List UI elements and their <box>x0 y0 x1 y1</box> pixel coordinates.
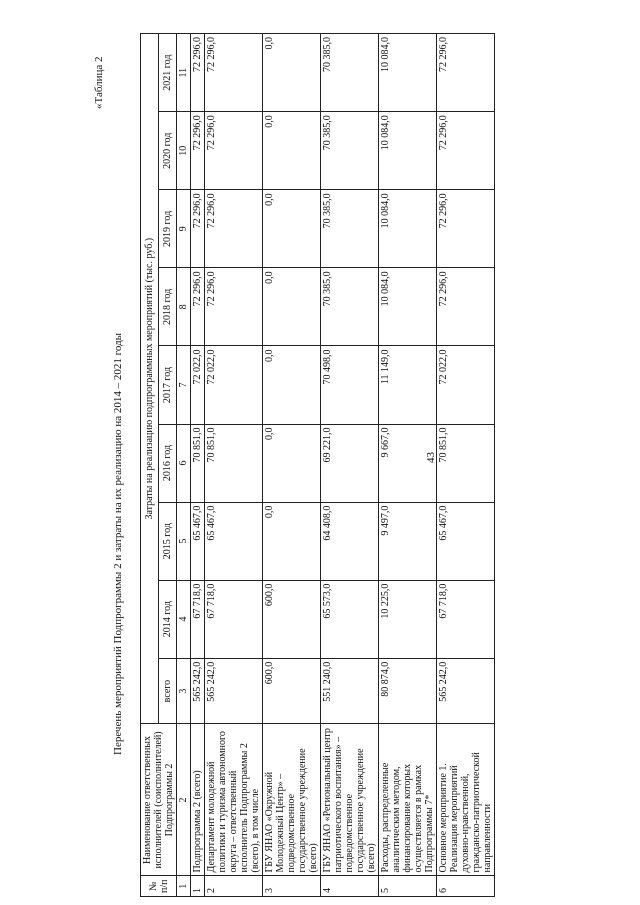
column-index: 7 <box>177 346 191 424</box>
header-year: 2016 год <box>159 424 177 502</box>
page-number: 43 <box>425 452 437 463</box>
cell-2017: 72 022,0 <box>205 346 263 424</box>
row-name: Департамент молодежной политики и туризма автономного округа – ответственный исполнитель Подпрограммы 2 (всего), в том числе <box>205 724 263 876</box>
column-index: 6 <box>177 424 191 502</box>
cell-total: 600,0 <box>263 658 321 724</box>
cell-2019: 70 385,0 <box>321 190 379 268</box>
cell-2021: 10 084,0 <box>379 34 437 112</box>
cell-2020: 72 296,0 <box>205 112 263 190</box>
cell-2016: 9 667,0 <box>379 424 437 502</box>
cell-2018: 70 385,0 <box>321 268 379 346</box>
header-year: 2020 год <box>159 112 177 190</box>
header-costs: Затраты на реализацию подпрограммных мероприятий (тыс. руб.) <box>141 34 159 724</box>
column-index: 4 <box>177 580 191 658</box>
cell-2021: 72 296,0 <box>205 34 263 112</box>
cell-2015: 65 467,0 <box>191 502 205 580</box>
header-year: 2015 год <box>159 502 177 580</box>
cell-2015: 65 467,0 <box>205 502 263 580</box>
column-index: 11 <box>177 34 191 112</box>
cell-2019: 72 296,0 <box>191 190 205 268</box>
cell-2020: 0,0 <box>263 112 321 190</box>
row-num: 3 <box>263 876 321 897</box>
cell-2014: 10 225,0 <box>379 580 437 658</box>
cell-2016: 0,0 <box>263 424 321 502</box>
cell-2015: 65 467,0 <box>437 502 495 580</box>
cell-total: 551 240,0 <box>321 658 379 724</box>
column-index: 10 <box>177 112 191 190</box>
cell-2019: 72 296,0 <box>437 190 495 268</box>
cell-2014: 67 718,0 <box>191 580 205 658</box>
row-name: Расходы, распределенные аналитическим методом, финансирование которых осуществляется в рамках Подпрограммы 7* <box>379 724 437 876</box>
cell-2014: 67 718,0 <box>205 580 263 658</box>
cell-2021: 0,0 <box>263 34 321 112</box>
cell-2014: 65 573,0 <box>321 580 379 658</box>
table-row <box>321 34 379 897</box>
table-row <box>437 34 495 897</box>
header-year: 2019 год <box>159 190 177 268</box>
row-name: Подпрограмма 2 (всего) <box>191 724 205 876</box>
column-index: 5 <box>177 502 191 580</box>
cell-2019: 0,0 <box>263 190 321 268</box>
column-index: 2 <box>177 724 191 876</box>
header-year: 2017 год <box>159 346 177 424</box>
cell-2017: 70 498,0 <box>321 346 379 424</box>
header-total: всего <box>159 658 177 724</box>
cell-2020: 10 084,0 <box>379 112 437 190</box>
column-index: 3 <box>177 658 191 724</box>
cell-2016: 70 851,0 <box>191 424 205 502</box>
cell-2017: 11 149,0 <box>379 346 437 424</box>
cell-2020: 72 296,0 <box>191 112 205 190</box>
row-num: 6 <box>437 876 495 897</box>
cell-2015: 9 497,0 <box>379 502 437 580</box>
cell-2016: 69 221,0 <box>321 424 379 502</box>
cell-total: 565 242,0 <box>205 658 263 724</box>
cell-2015: 64 408,0 <box>321 502 379 580</box>
page-title: Перечень мероприятий Подпрограммы 2 и затраты на их реализацию на 2014 – 2021 годы <box>112 332 124 755</box>
cell-2015: 0,0 <box>263 502 321 580</box>
column-index: 9 <box>177 190 191 268</box>
cell-total: 565 242,0 <box>437 658 495 724</box>
cell-2020: 72 296,0 <box>437 112 495 190</box>
cell-2014: 67 718,0 <box>437 580 495 658</box>
cell-2020: 70 385,0 <box>321 112 379 190</box>
cell-2019: 10 084,0 <box>379 190 437 268</box>
row-num: 5 <box>379 876 437 897</box>
cell-2021: 70 385,0 <box>321 34 379 112</box>
header-year: 2018 год <box>159 268 177 346</box>
row-num: 1 <box>191 876 205 897</box>
cell-2016: 70 851,0 <box>437 424 495 502</box>
cell-2021: 72 296,0 <box>437 34 495 112</box>
header-year: 2014 год <box>159 580 177 658</box>
header-num: № п/п <box>141 876 177 897</box>
header-name: Наименование ответственных исполнителей (соисполнителей) Подпрограммы 2 <box>141 724 177 876</box>
table-row <box>379 34 437 897</box>
table-label: «Таблица 2 <box>93 56 105 109</box>
cell-2018: 72 296,0 <box>205 268 263 346</box>
header-year: 2021 год <box>159 34 177 112</box>
row-name: ГБУ ЯНАО «Региональный центр патриотического воспитания» – подведомственное государственное учреждение (всего) <box>321 724 379 876</box>
cell-total: 80 874,0 <box>379 658 437 724</box>
cell-2019: 72 296,0 <box>205 190 263 268</box>
table-row <box>263 34 321 897</box>
table-row <box>205 34 263 897</box>
cell-2018: 10 084,0 <box>379 268 437 346</box>
cell-2014: 600,0 <box>263 580 321 658</box>
header-row-1 <box>141 34 159 897</box>
cell-2018: 72 296,0 <box>191 268 205 346</box>
expenses-table <box>140 33 495 897</box>
cell-2016: 70 851,0 <box>205 424 263 502</box>
cell-2017: 72 022,0 <box>191 346 205 424</box>
cell-2017: 0,0 <box>263 346 321 424</box>
cell-2018: 72 296,0 <box>437 268 495 346</box>
cell-total: 565 242,0 <box>191 658 205 724</box>
row-name: Основное мероприятие 1. Реализация мероприятий духовно-нравственной, гражданско-патриотической направленности <box>437 724 495 876</box>
table-row <box>191 34 205 897</box>
cell-2018: 0,0 <box>263 268 321 346</box>
column-index: 8 <box>177 268 191 346</box>
row-num: 4 <box>321 876 379 897</box>
row-num: 2 <box>205 876 263 897</box>
cell-2017: 72 022,0 <box>437 346 495 424</box>
cell-2021: 72 296,0 <box>191 34 205 112</box>
row-name: ГБУ ЯНАО «Окружной Молодежный Центр» – подведомственное государственное учреждение (всего) <box>263 724 321 876</box>
column-index: 1 <box>177 876 191 897</box>
column-index-row <box>177 34 191 897</box>
